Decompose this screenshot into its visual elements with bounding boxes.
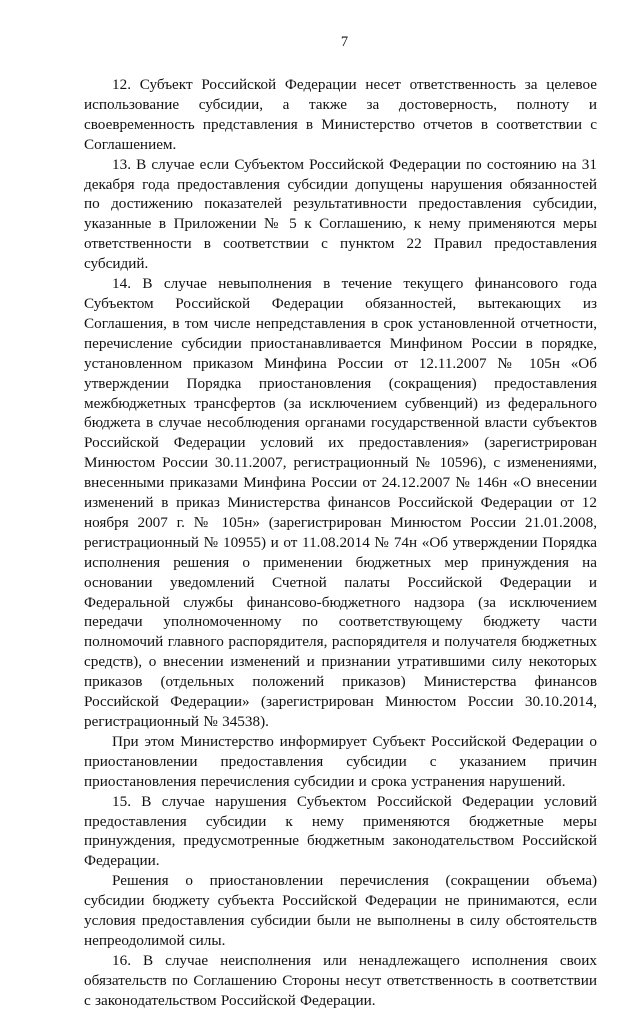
paragraph-16: 16. В случае неисполнения или ненадлежащего исполнения своих обязательств по Соглашению Стороны несут ответственность в соответствии с законодательством Российской Федерации. [84, 951, 597, 1009]
paragraph-12: 12. Субъект Российской Федерации несет ответственность за целевое использование субсидии, а также за достоверность, полноту и своевременность представления в Министерство отчетов в соответствии с Соглашением. [84, 76, 597, 153]
page-number: 7 [340, 34, 349, 50]
paragraph-14: 14. В случае невыполнения в течение текущего финансового года Субъектом Российской Федерации обязанностей, вытекающих из Соглашения, в том числе непредставления в срок установленной отчетности, перечисление субсидии приостанавливается Минфином России в порядке, установленном приказом Минфина России от 12.11.2007 № 105н «Об утверждении Порядка приостановления (сокращения) предоставления межбюджетных трансфертов (за исключением субвенций) из федерального бюджета в случае несоблюдения органами государственной власти субъектов Российской Федерации условий их предоставления» (зарегистрирован Минюстом России 30.11.2007, регистрационный № 10596), с изменениями, внесенными приказами Минфина России от 24.12.2007 № 146н «О внесении изменений в приказ Министерства финансов Российской Федерации от 12 ноября 2007 г. № 105н» (зарегистрирован Минюстом России 21.01.2008, регистрационный № 10955) и от 11.08.2014 № 74н «Об утверждении Порядка исполнения решения о применении бюджетных мер принуждения на основании уведомлений Счетной палаты Российской Федерации и Федеральной службы финансово-бюджетного надзора (за исключением передачи уполномоченному по соответствующему бюджету части полномочий главного распорядителя, распорядителя и получателя бюджетных средств), о внесении изменений и признании утратившими силу некоторых приказов (отдельных положений приказов) Министерства финансов Российской Федерации» (зарегистрирован Минюстом России 30.10.2014, регистрационный № 34538). [84, 275, 597, 730]
paragraph-15-force-majeure: Решения о приостановлении перечисления (сокращении объема) субсидии бюджету субъекта Российской Федерации не принимаются, если условия предоставления субсидии были не выполнены в силу обстоятельств непреодолимой силы. [84, 872, 597, 949]
paragraph-15: 15. В случае нарушения Субъектом Российской Федерации условий предоставления субсидии к нему применяются бюджетные меры принуждения, предусмотренные бюджетным законодательством Российской Федерации. [84, 792, 597, 870]
paragraph-13: 13. В случае если Субъектом Российской Федерации по состоянию на 31 декабря года предоставления субсидии допущены нарушения обязанностей по достижению показателей результативности предоставления субсидии, указанные в Приложении № 5 к Соглашению, к нему применяются меры ответственности в соответствии с пунктом 22 Правил предоставления субсидий. [84, 155, 597, 273]
paragraph-14-notice: При этом Министерство информирует Субъект Российской Федерации о приостановлении предоставления субсидии с указанием причин приостановления перечисления субсидии и срока устранения нарушений. [84, 732, 597, 790]
